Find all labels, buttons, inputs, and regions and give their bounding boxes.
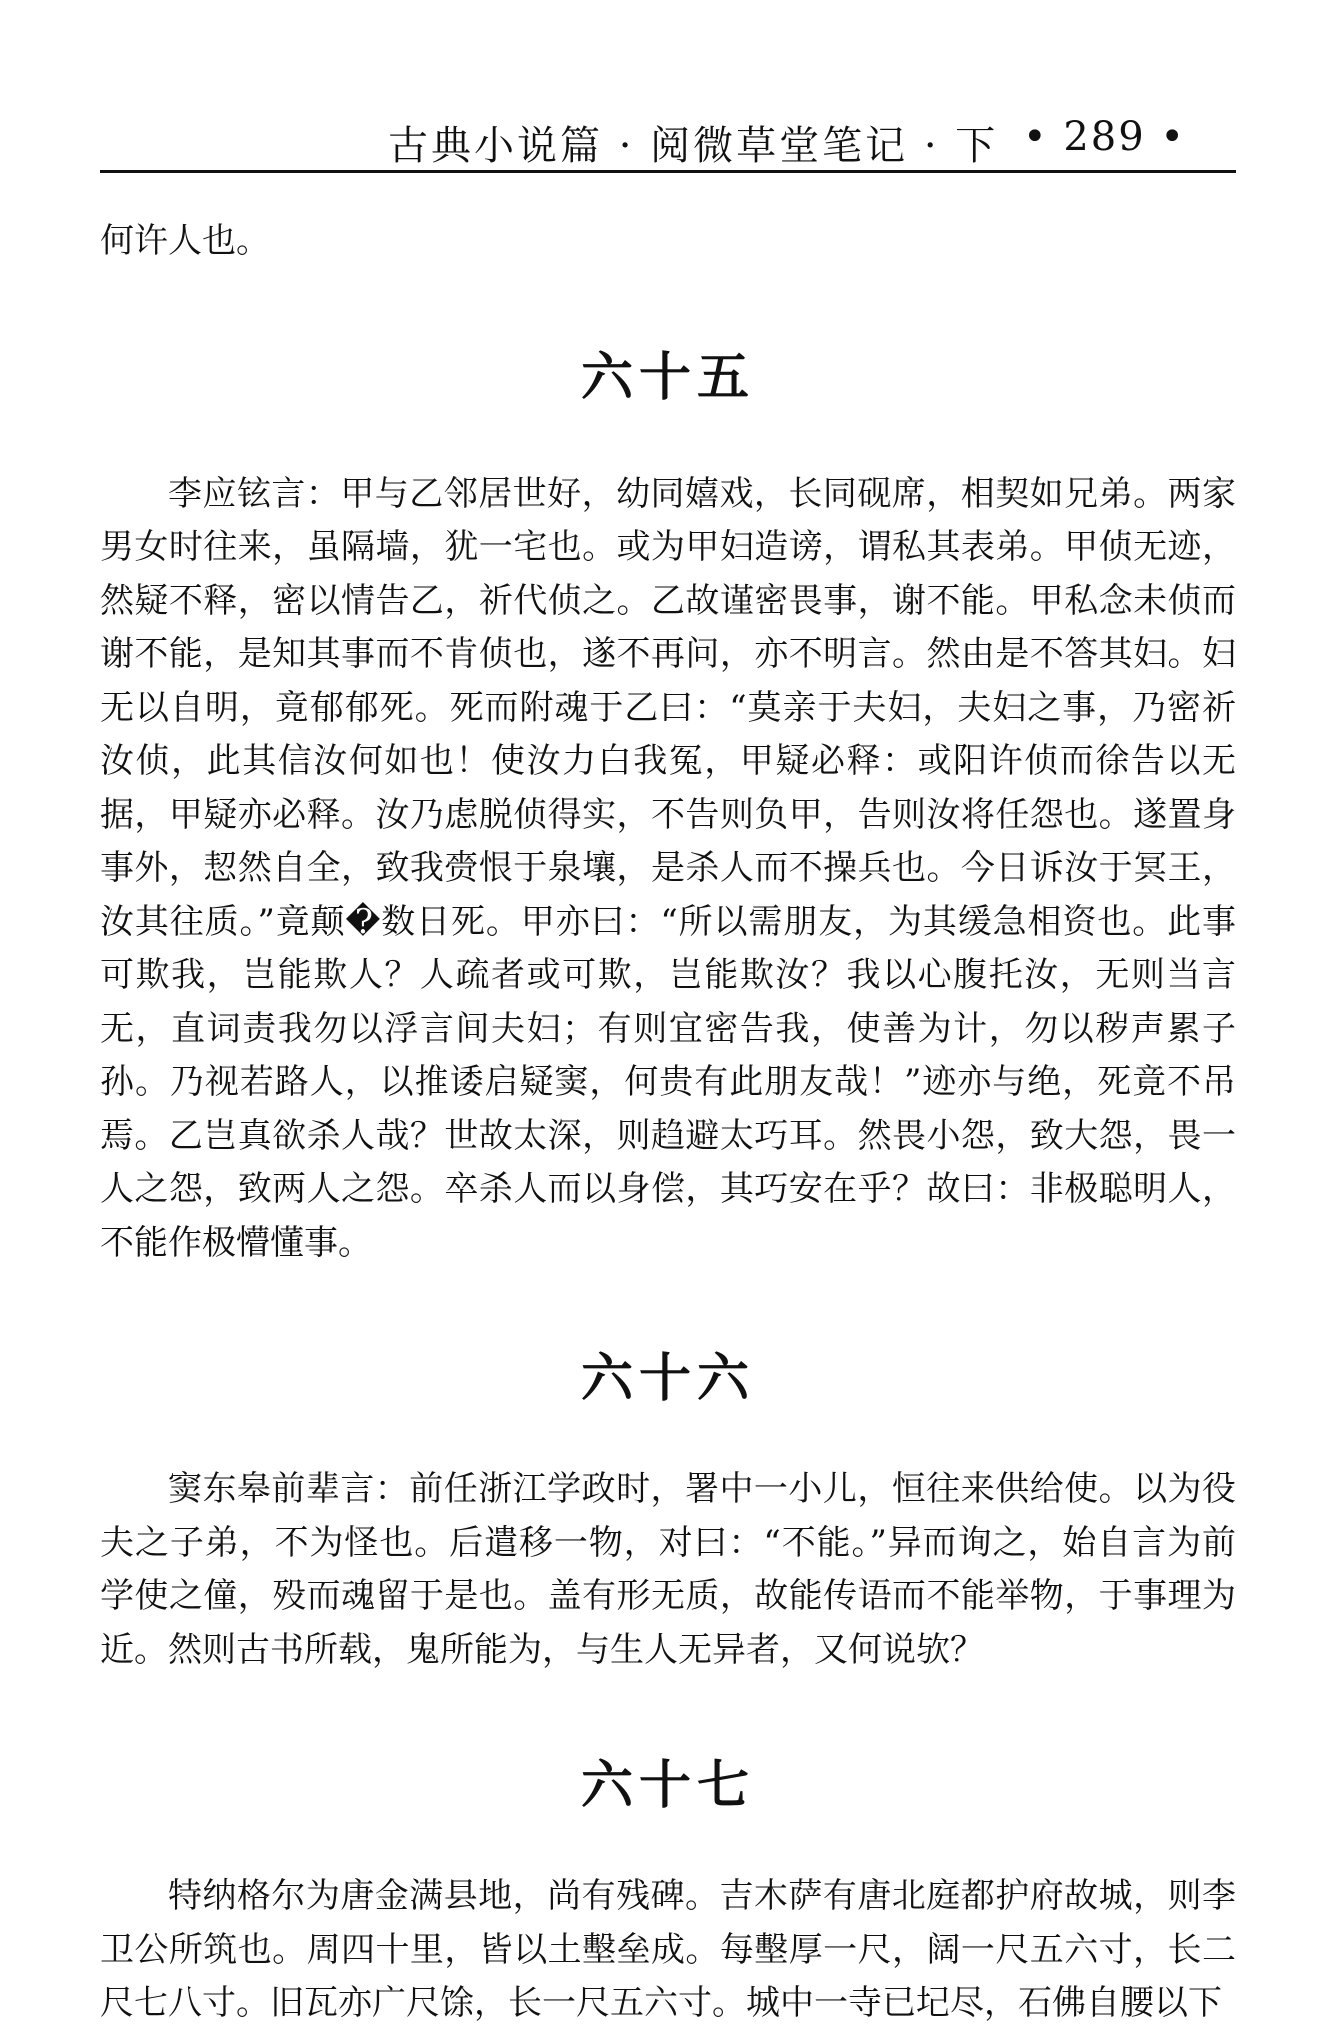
section-heading-66: 六十六 bbox=[580, 1349, 755, 1409]
paragraph-67: 特纳格尔为唐金满县地，尚有残碑。吉木萨有唐北庭都护府故城，则李卫公所筑也。周四十里，皆以土墼垒成。每墼厚一尺，阔一尺五六寸，长二尺七八寸。旧瓦亦广尺馀，长一尺五六寸。城中一寺已圮尽，石佛自腰以下 bbox=[100, 1876, 1236, 2023]
running-title: 古典小说篇 · 阅微草堂笔记 · 下 bbox=[388, 123, 999, 169]
running-header bbox=[100, 108, 1236, 173]
page-number: • 289 • bbox=[1023, 114, 1186, 160]
page-body bbox=[100, 215, 1236, 2031]
section-heading-67: 六十七 bbox=[580, 1756, 755, 1816]
section-heading-65: 六十五 bbox=[580, 347, 755, 408]
paragraph-65: 李应铉言：甲与乙邻居世好，幼同嬉戏，长同砚席，相契如兄弟。两家男女时往来，虽隔墙，犹一宅也。或为甲妇造谤，谓私其表弟。甲侦无迹，然疑不释，密以情告乙，祈代侦之。乙故谨密畏事，谢不能。甲私念未侦而谢不能，是知其事而不肯侦也，遂不再问，亦不明言。然由是不答其妇。妇无以自明，竟郁郁死。死而附魂于乙曰：“莫亲于夫妇，夫妇之事，乃密祈汝侦，此其信汝何如也！使汝力白我冤，甲疑必释：或阳许侦而徐告以无据，甲疑亦必释。汝乃虑脱侦得实，不告则负甲，告则汝将任怨也。遂置身事外，恝然自全，致我赍恨于泉壤，是杀人而不操兵也。今日诉汝于冥王，汝其往质。”竟颠�数日死。甲亦曰：“所以需朋友，为其缓急相资也。此事可欺我，岂能欺人？人疏者或可欺，岂能欺汝？我以心腹托汝，无则当言无，直词责我勿以浮言间夫妇；有则宜密告我，使善为计，勿以秽声累子孙。乃视若路人，以推诿启疑窦，何贵有此朋友哉！”迹亦与绝，死竟不吊焉。乙岂真欲杀人哉？世故太深，则趋避太巧耳。然畏小怨，致大怨，畏一人之怨，致两人之怨。卒杀人而以身偿，其巧安在乎？故曰：非极聪明人，不能作极懵懂事。 bbox=[100, 473, 1236, 1263]
paragraph-continuation: 何许人也。 bbox=[100, 221, 270, 261]
paragraph-66: 窦东皋前辈言：前任浙江学政时，署中一小儿，恒往来供给使。以为役夫之子弟，不为怪也。后遣移一物，对曰：“不能。”异而询之，始自言为前学使之僮，殁而魂留于是也。盖有形无质，故能传语而不能举物，于事理为近。然则古书所载，鬼所能为，与生人无异者，又何说欤？ bbox=[100, 1469, 1236, 1670]
